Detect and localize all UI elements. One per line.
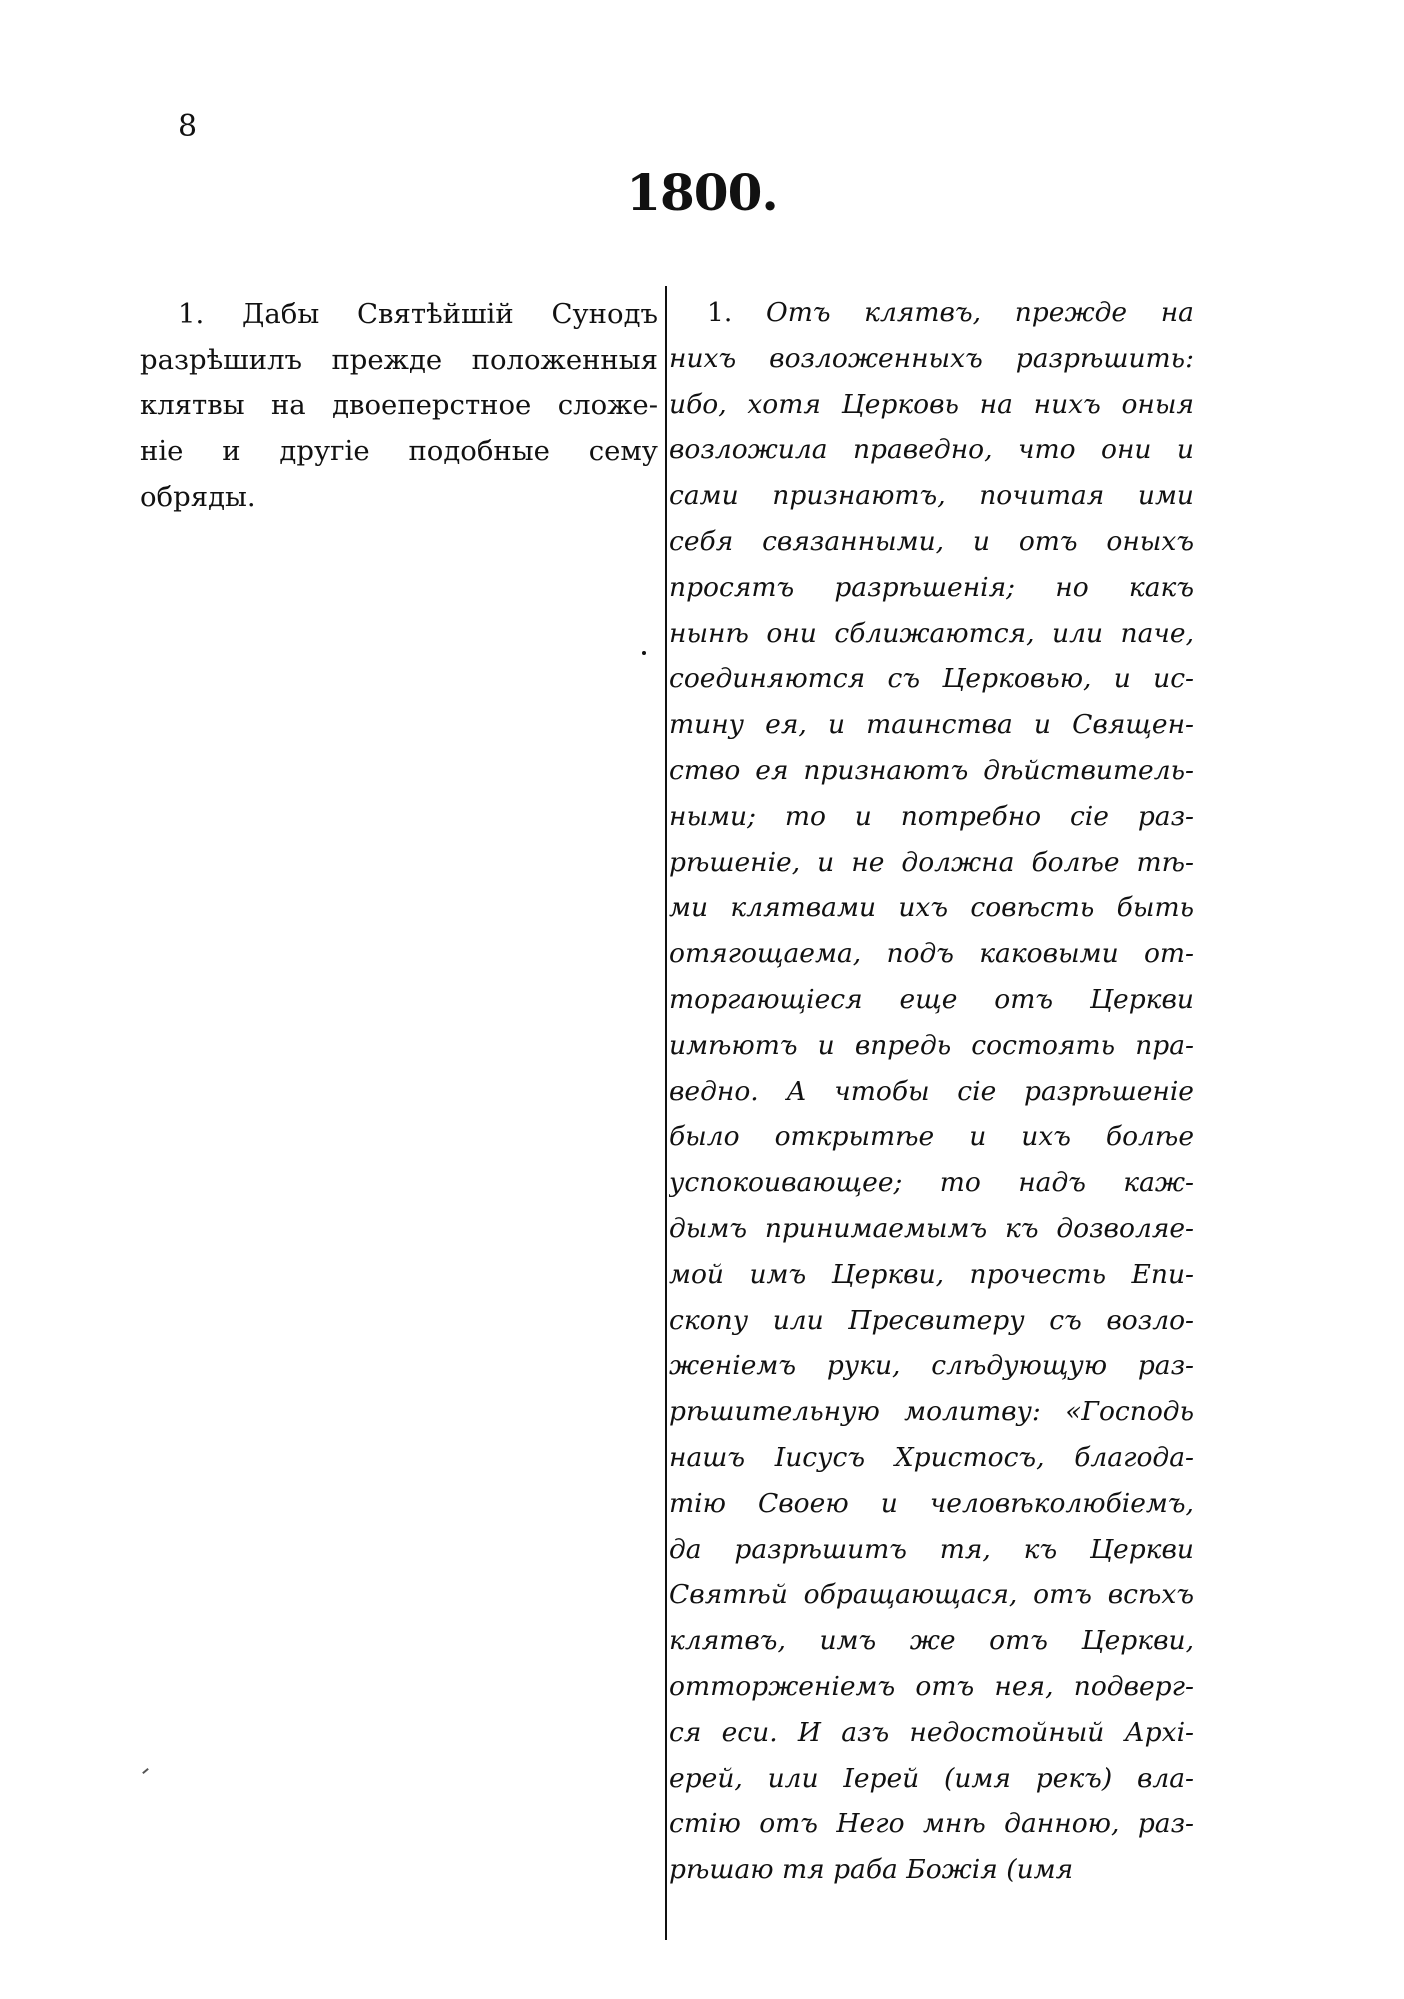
stray-dot-mark bbox=[642, 651, 646, 655]
right-column-line: ся еси. И азъ недостойный Архі- bbox=[669, 1716, 1194, 1748]
right-column-line: возложила праведно, что они и bbox=[669, 434, 1194, 466]
right-column-line: было открытѣе и ихъ болѣе bbox=[669, 1121, 1194, 1153]
right-column-line: ми клятвами ихъ совѣсть быть bbox=[669, 892, 1194, 924]
year-heading: 1800. bbox=[626, 163, 778, 222]
right-column-line: себя связанными, и отъ оныхъ bbox=[669, 525, 1194, 557]
right-column-line: нынѣ они сближаются, или паче, bbox=[669, 617, 1194, 649]
left-column-line: ніе и другіе подобные сему bbox=[140, 435, 658, 468]
right-column-line: ибо, хотя Церковь на нихъ оныя bbox=[669, 388, 1194, 420]
right-column-line: торгающіеся еще отъ Церкви bbox=[669, 983, 1194, 1015]
right-column-line: нихъ возложенныхъ разрѣшить: bbox=[669, 342, 1194, 374]
right-column-line: нашъ Іисусъ Христосъ, благода- bbox=[669, 1441, 1194, 1473]
right-column-line: да разрѣшитъ тя, къ Церкви bbox=[669, 1533, 1194, 1565]
right-column-line: клятвъ, имъ же отъ Церкви, bbox=[669, 1625, 1194, 1657]
right-column-line: мой имъ Церкви, прочесть Епи- bbox=[669, 1258, 1194, 1290]
right-column-line: ерей, или Іерей (имя рекъ) вла- bbox=[669, 1762, 1194, 1794]
right-column-line: рѣшительную молитву: «Господь bbox=[669, 1396, 1194, 1428]
right-column-line: соединяются съ Церковью, и ис- bbox=[669, 663, 1194, 695]
column-divider bbox=[665, 286, 667, 1940]
right-column-line: дымъ принимаемымъ къ дозволяе- bbox=[669, 1212, 1194, 1244]
right-column bbox=[669, 290, 1194, 1893]
right-column-line-text: Отъ клятвъ, прежде на bbox=[765, 297, 1194, 328]
right-column-line: отягощаема, подъ каковыми от- bbox=[669, 938, 1194, 970]
right-column-line: скопу или Пресвитеру съ возло- bbox=[669, 1304, 1194, 1336]
right-column-line: сами признаютъ, почитая ими bbox=[669, 480, 1194, 512]
left-column-line: обряды. bbox=[140, 480, 256, 513]
left-column-line: разрѣшилъ прежде положенныя bbox=[140, 343, 658, 376]
right-column-line: ведно. А чтобы сіе разрѣшеніе bbox=[669, 1075, 1194, 1107]
right-column-line: рѣшаю тя раба Божія (имя bbox=[669, 1854, 1074, 1886]
left-column-line: 1. Дабы Святѣйшій Сунодъ bbox=[178, 298, 658, 330]
right-column-line bbox=[669, 290, 1194, 336]
right-column-line: ными; то и потребно сіе раз- bbox=[669, 800, 1194, 832]
right-column-line: успокоивающее; то надъ каж- bbox=[669, 1167, 1194, 1199]
right-column-line: просятъ разрѣшенія; но какъ bbox=[669, 571, 1194, 603]
paragraph-number: 1. bbox=[707, 297, 733, 328]
right-column-line: рѣшеніе, и не должна болѣе тѣ- bbox=[669, 846, 1194, 878]
right-column-line: ство ея признаютъ дѣйствитель- bbox=[669, 754, 1194, 786]
left-column bbox=[140, 292, 658, 520]
page-number: 8 bbox=[178, 109, 198, 144]
left-column-line: клятвы на двоеперстное сложе- bbox=[140, 389, 658, 422]
right-column-line: женіемъ руки, слѣдующую раз- bbox=[669, 1350, 1194, 1382]
stray-tick-mark bbox=[142, 1768, 149, 1774]
right-column-line: тину ея, и таинства и Священ- bbox=[669, 709, 1194, 741]
right-column-line: стію отъ Него мнѣ данною, раз- bbox=[669, 1808, 1194, 1840]
right-column-line: отторженіемъ отъ нея, подверг- bbox=[669, 1670, 1194, 1702]
right-column-line: Святѣй обращающася, отъ всѣхъ bbox=[669, 1579, 1194, 1611]
right-column-line: тію Своею и человѣколюбіемъ, bbox=[669, 1487, 1194, 1519]
right-column-line: имѣютъ и впредь состоять пра- bbox=[669, 1029, 1194, 1061]
